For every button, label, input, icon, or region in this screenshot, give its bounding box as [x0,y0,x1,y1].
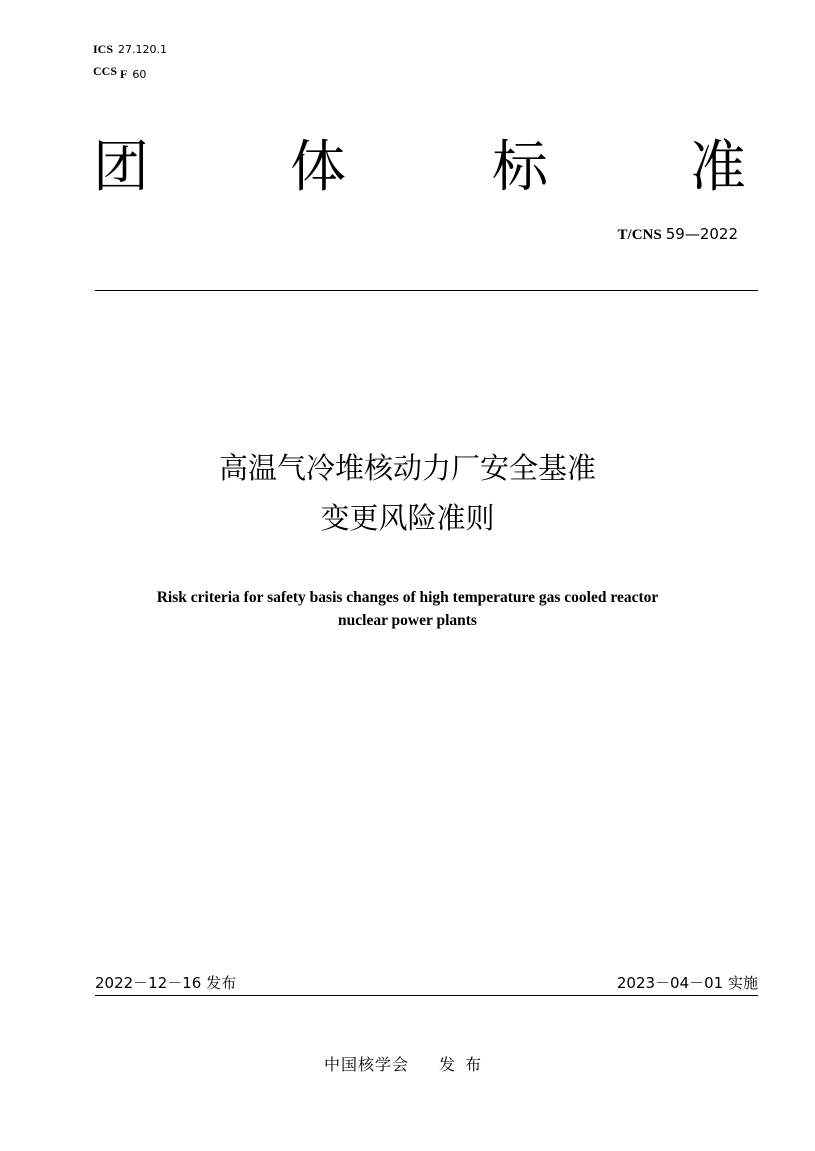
doc-type-char-1: 团 [93,135,149,200]
standard-number-value: 59—2022 [665,225,738,243]
chinese-title-line-1: 高温气冷堆核动力厂安全基准 [218,451,596,485]
ccs-label: CCS [93,64,118,78]
publisher-action: 发布 [439,1055,492,1074]
header-divider [95,290,758,291]
ccs-value: 60 [132,68,147,81]
standard-number-prefix: T/CNS [617,227,662,243]
english-title-line-1: Risk criteria for safety basis changes of high temperature gas cooled reactor [156,589,659,606]
publish-date: 2022－12－16 发布 [95,974,237,992]
ccs-code [93,60,167,82]
chinese-title-line-2: 变更风险准则 [320,501,495,535]
publisher-name: 中国核学会 [323,1055,409,1074]
publisher-line [0,1052,815,1075]
ics-label: ICS [93,42,114,56]
footer-divider [95,995,758,996]
doc-type-char-4: 准 [690,135,746,200]
english-title-line-2: nuclear power plants [338,612,477,629]
standard-number [618,225,738,244]
doc-type-char-3: 标 [492,135,548,200]
ics-code [93,38,167,60]
implementation-date: 2023－04－01 实施 [616,974,758,992]
ics-value: 27.120.1 [118,43,167,56]
doc-type-char-2: 体 [290,135,346,200]
ccs-letter: F [120,67,128,81]
classification-codes [93,38,167,82]
